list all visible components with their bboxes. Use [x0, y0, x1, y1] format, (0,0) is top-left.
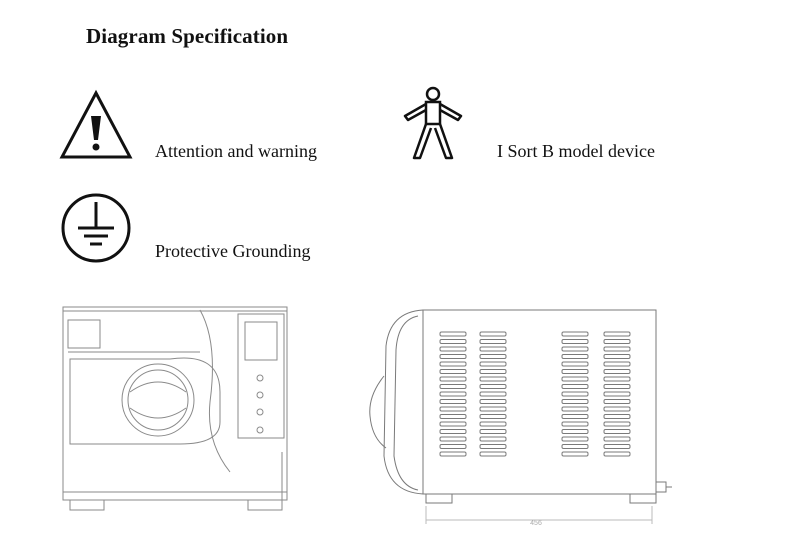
- warning-label: Attention and warning: [155, 141, 317, 161]
- type-b-label: I Sort B model device: [497, 141, 655, 161]
- side-view-drawing: [360, 306, 676, 532]
- dimension-label: 456: [530, 520, 542, 527]
- grounding-label: Protective Grounding: [155, 241, 311, 261]
- front-view-drawing: [60, 302, 292, 518]
- protective-ground-icon: [60, 192, 132, 264]
- page-title: Diagram Specification: [86, 24, 289, 48]
- type-b-body-icon: [400, 86, 466, 160]
- warning-triangle-icon: [60, 90, 132, 160]
